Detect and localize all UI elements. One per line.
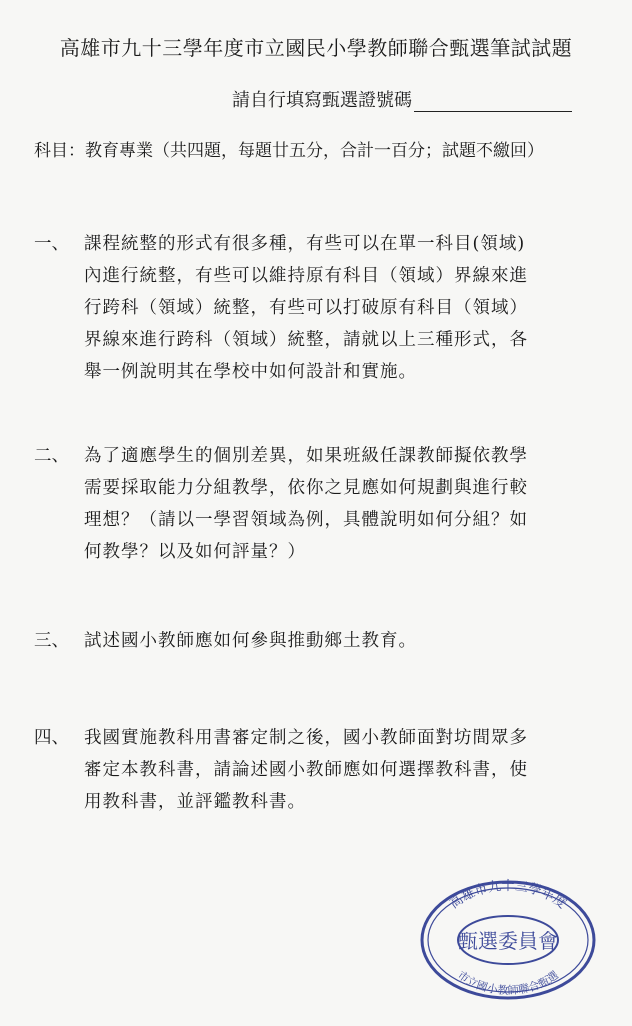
- question-number: 一、: [34, 234, 69, 254]
- question-line: 課程統整的形式有很多種，有些可以在單一科目(領域): [84, 234, 526, 254]
- question-text: [84, 228, 616, 388]
- seal-center-text: 甄選委員會: [458, 929, 558, 953]
- question-number: 二、: [34, 446, 69, 466]
- question-line: 為了適應學生的個別差異，如果班級任課教師擬依教學: [84, 446, 528, 466]
- question-line: 試述國小教師應如何參與推動鄉土教育。: [84, 631, 417, 651]
- question-line: 舉一例說明其在學校中如何設計和實施。: [84, 362, 417, 382]
- question-number: 三、: [34, 631, 69, 651]
- exam-id-prompt: 請自行填寫甄選證號碼: [232, 90, 412, 111]
- question-line: 理想？（請以一學習領域為例，具體說明如何分組？如: [84, 510, 528, 530]
- question-line: 審定本教科書，請論述國小教師應如何選擇教科書，使: [84, 760, 528, 780]
- question-line: 我國實施教科用書審定制之後，國小教師面對坊間眾多: [84, 728, 528, 748]
- question-line: 需要採取能力分組教學，依你之見應如何規劃與進行較: [84, 478, 528, 498]
- committee-seal-stamp: [418, 876, 598, 1000]
- question-line: 內進行統整，有些可以維持原有科目（領域）界線來進: [84, 266, 528, 286]
- seal-bottom-text: 市立國小教師聯合甄選: [455, 968, 561, 998]
- exam-id-line: [232, 86, 572, 112]
- seal-top-text: 高雄市九十三學年度: [447, 879, 569, 912]
- exam-id-blank: [414, 93, 572, 112]
- exam-title: 高雄市九十三學年度市立國民小學教師聯合甄選筆試試題: [59, 36, 573, 60]
- question-line: 行跨科（領域）統整，有些可以打破原有科目（領域）: [84, 298, 528, 318]
- question-text: [84, 625, 616, 657]
- question-number: 四、: [34, 728, 69, 748]
- question-line: 用教科書，並評鑑教科書。: [84, 792, 306, 812]
- question-text: [84, 440, 616, 568]
- question-text: [84, 722, 616, 818]
- question-line: 何教學？以及如何評量？）: [84, 542, 306, 562]
- seal-icon: [418, 876, 598, 1000]
- question-line: 界線來進行跨科（領域）統整，請就以上三種形式，各: [84, 330, 528, 350]
- subject-line: 科目：教育專業（共四題，每題廿五分，合計一百分；試題不繳回）: [34, 141, 544, 161]
